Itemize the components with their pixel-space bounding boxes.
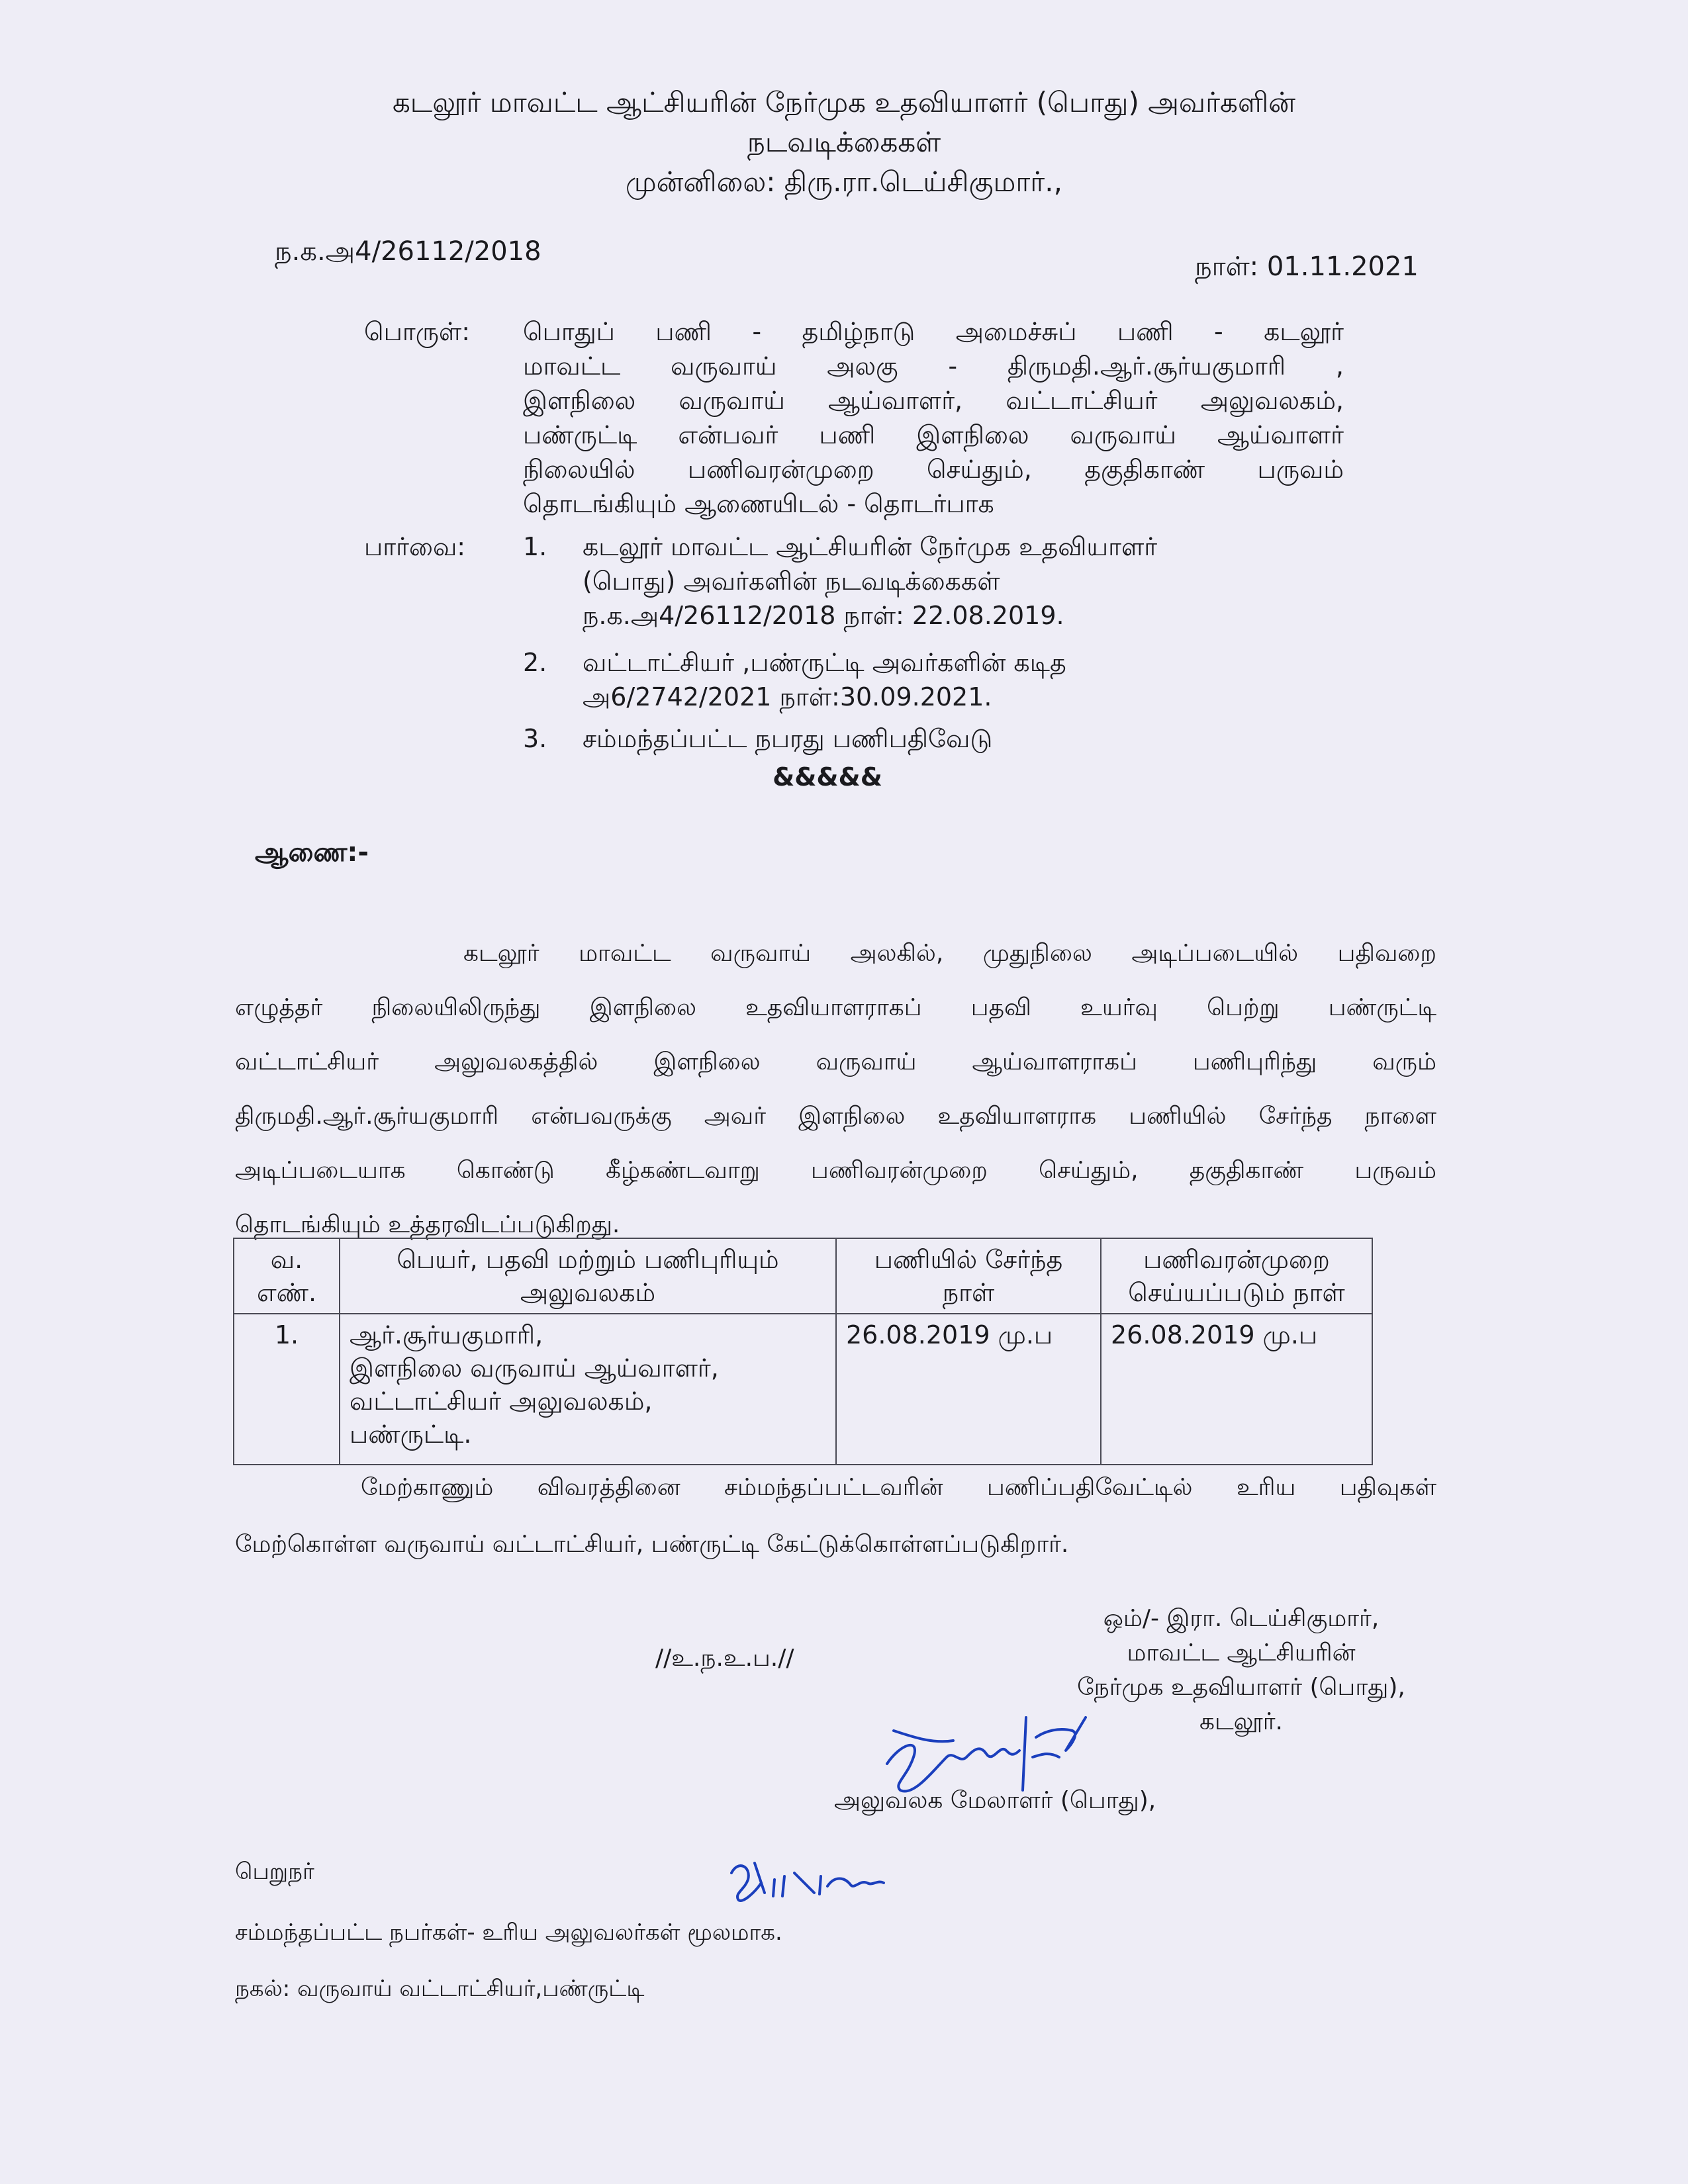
reference-line: ந.க.அ4/26112/2018 நாள்: 22.08.2019. xyxy=(583,601,1064,630)
signatory-title: நேர்முக உதவியாளர் (பொது), xyxy=(1077,1674,1405,1701)
header-details: பெயர், பதவி மற்றும் பணிபுரியும் அலுவலகம் xyxy=(340,1238,836,1314)
row-details xyxy=(340,1314,836,1465)
reference-line: (பொது) அவர்களின் நடவடிக்கைகள் xyxy=(583,567,1000,596)
subject-line: பொதுப் பணி - தமிழ்நாடு அமைச்சுப் பணி - கடலூர் xyxy=(523,317,1344,346)
header-serial: வ. எண். xyxy=(234,1238,340,1314)
table-row xyxy=(234,1314,1372,1465)
subject-line: தொடங்கியும் ஆணையிடல் - தொடர்பாக xyxy=(523,489,994,518)
paragraph-line: தொடங்கியும் உத்தரவிடப்படுகிறது. xyxy=(235,1211,620,1238)
header-joined: பணியில் சேர்ந்த நாள் xyxy=(836,1238,1101,1314)
copy-to: நகல்: வருவாய் வட்டாட்சியர்,பண்ருட்டி xyxy=(235,1976,645,2002)
signatory-place: கடலூர். xyxy=(1199,1708,1283,1735)
reference-item xyxy=(583,645,1066,714)
closing-paragraph xyxy=(235,1459,1436,1573)
subject-label: பொருள்: xyxy=(364,317,471,346)
order-label: ஆணை:- xyxy=(255,837,369,868)
separator: &&&&& xyxy=(773,762,882,792)
reference-line: வட்டாட்சியர் ,பண்ருட்டி அவர்களின் கடித xyxy=(583,648,1066,677)
reference-item-number: 2. xyxy=(523,648,547,677)
table-header-row xyxy=(234,1238,1372,1314)
signatory-title: மாவட்ட ஆட்சியரின் xyxy=(1127,1639,1356,1666)
regularisation-table xyxy=(233,1238,1373,1465)
paragraph-line: அடிப்படையாக கொண்டு கீழ்கண்டவாறு பணிவரன்முறை செய்தும், தகுதிகாண் பருவம் xyxy=(235,1157,1436,1184)
paragraph-line: மேற்கொள்ள வருவாய் வட்டாட்சியர், பண்ருட்டி கேட்டுக்கொள்ளப்படுகிறார். xyxy=(235,1531,1069,1558)
paragraph-line: கடலூர் மாவட்ட வருவாய் அலகில், முதுநிலை அடிப்படையில் பதிவறை xyxy=(463,940,1436,967)
header-line-1: கடலூர் மாவட்ட ஆட்சியரின் நேர்முக உதவியாளர் (பொது) அவர்களின் xyxy=(392,86,1296,118)
paragraph-line: மேற்காணும் விவரத்தினை சம்மந்தப்பட்டவரின் பணிப்பதிவேட்டில் உரிய பதிவுகள் xyxy=(361,1474,1436,1501)
reference-item: சம்மந்தப்பட்ட நபரது பணிபதிவேடு xyxy=(583,724,993,753)
signatory-name: ஒம்/- இரா. டெய்சிகுமார், xyxy=(1103,1605,1380,1632)
detail-line: வட்டாட்சியர் அலுவலகம், xyxy=(350,1387,653,1416)
subject-line: நிலையில் பணிவரன்முறை செய்தும், தகுதிகாண் பருவம் xyxy=(523,455,1344,484)
header-regularised: பணிவரன்முறை செய்யப்படும் நாள் xyxy=(1101,1238,1372,1314)
reference-item xyxy=(583,529,1157,633)
paragraph-line: திருமதி.ஆர்.சூர்யகுமாரி என்பவருக்கு அவர் இளநிலை உதவியாளராக பணியில் சேர்ந்த நாளை xyxy=(235,1103,1436,1130)
reference-label: பார்வை: xyxy=(364,532,466,561)
handwritten-initials xyxy=(722,1853,894,1913)
row-joined-date: 26.08.2019 மு.ப xyxy=(836,1314,1101,1465)
detail-line: ஆர்.சூர்யகுமாரி, xyxy=(350,1320,543,1349)
subject-text xyxy=(523,314,1344,521)
office-superintendent: அலுவலக மேலாளர் (பொது), xyxy=(834,1787,1156,1814)
paragraph-line: வட்டாட்சியர் அலுவலகத்தில் இளநிலை வருவாய் ஆய்வாளராகப் பணிபுரிந்து வரும் xyxy=(235,1048,1436,1075)
reference-item-number: 3. xyxy=(523,724,547,753)
reference-number: ந.க.அ4/26112/2018 xyxy=(275,236,541,267)
detail-line: பண்ருட்டி. xyxy=(350,1420,472,1449)
subject-line: மாவட்ட வருவாய் அலகு - திருமதி.ஆர்.சூர்யகுமாரி , xyxy=(523,351,1344,381)
row-regularised-date: 26.08.2019 மு.ப xyxy=(1101,1314,1372,1465)
paragraph-line: எழுத்தர் நிலையிலிருந்து இளநிலை உதவியாளராகப் பதவி உயர்வு பெற்று பண்ருட்டி xyxy=(235,994,1436,1021)
row-serial: 1. xyxy=(234,1314,340,1465)
reference-item-number: 1. xyxy=(523,532,547,561)
order-paragraph xyxy=(235,927,1436,1252)
subject-line: பண்ருட்டி என்பவர் பணி இளநிலை வருவாய் ஆய்வாளர் xyxy=(523,420,1344,449)
header-line-3: முன்னிலை: திரு.ரா.டெய்சிகுமார்., xyxy=(626,165,1062,198)
reference-line: கடலூர் மாவட்ட ஆட்சியரின் நேர்முக உதவியாளர் xyxy=(583,532,1158,561)
recipient-label: பெறுநர் xyxy=(235,1858,314,1885)
true-copy-mark: //உ.ந.உ.ப.// xyxy=(655,1645,794,1672)
order-date: நாள்: 01.11.2021 xyxy=(1195,251,1419,282)
recipient-to: சம்மந்தப்பட்ட நபர்கள்- உரிய அலுவலர்கள் மூலமாக. xyxy=(235,1919,782,1946)
header-line-2: நடவடிக்கைகள் xyxy=(747,126,941,158)
detail-line: இளநிலை வருவாய் ஆய்வாளர், xyxy=(350,1353,719,1383)
reference-line: அ6/2742/2021 நாள்:30.09.2021. xyxy=(583,682,992,711)
subject-line: இளநிலை வருவாய் ஆய்வாளர், வட்டாட்சியர் அலுவலகம், xyxy=(523,386,1344,415)
